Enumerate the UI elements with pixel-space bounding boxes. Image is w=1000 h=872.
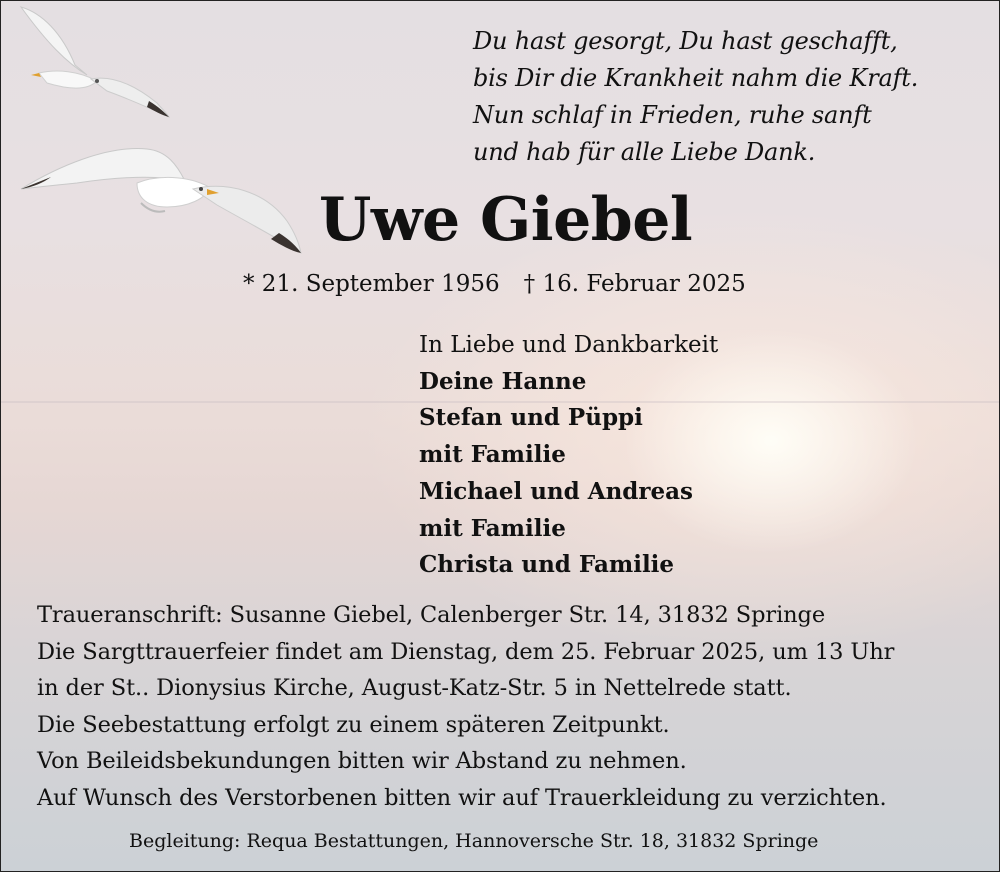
deceased-name: Uwe Giebel xyxy=(319,185,693,255)
ceremony-location: in der St.. Dionysius Kirche, August-Katz-Str. 5 in Nettelrede statt. xyxy=(37,675,792,701)
mourner-entry: mit Familie xyxy=(419,441,566,469)
mourner-entry: mit Familie xyxy=(419,514,566,542)
mourner-entry: Michael und Andreas xyxy=(419,477,693,505)
death-date: † 16. Februar 2025 xyxy=(523,271,746,297)
mourners-intro: In Liebe und Dankbarkeit xyxy=(419,332,719,358)
poem-line: Du hast gesorgt, Du hast geschafft, xyxy=(473,27,898,55)
condolence-note: Von Beileidsbekundungen bitten wir Abstand zu nehmen. xyxy=(37,748,687,774)
dress-note: Auf Wunsch des Verstorbenen bitten wir auf Trauerkleidung zu verzichten. xyxy=(37,784,887,811)
mourner-entry: Stefan und Püppi xyxy=(419,404,643,432)
mourner-entry: Deine Hanne xyxy=(419,367,587,395)
funeral-information xyxy=(37,597,894,816)
mourners-list xyxy=(419,327,718,584)
poem-line: bis Dir die Krankheit nahm die Kraft. xyxy=(473,64,919,92)
mourning-address: Traueranschrift: Susanne Giebel, Calenberger Str. 14, 31832 Springe xyxy=(37,602,826,628)
poem-line: Nun schlaf in Frieden, ruhe sanft xyxy=(473,101,872,129)
mourner-entry: Christa und Familie xyxy=(419,551,675,579)
burial-note: Die Seebestattung erfolgt zu einem späteren Zeitpunkt. xyxy=(37,711,670,738)
life-dates xyxy=(243,271,746,297)
ceremony-line: Die Sargttrauerfeier findet am Dienstag, dem 25. Februar 2025, um 13 Uhr xyxy=(37,638,895,665)
birth-date: * 21. September 1956 xyxy=(243,271,500,297)
memorial-poem xyxy=(473,23,918,171)
seagull-icon xyxy=(17,141,317,261)
funeral-home-credit: Begleitung: Requa Bestattungen, Hannoversche Str. 18, 31832 Springe xyxy=(129,830,819,852)
seagull-icon xyxy=(17,3,177,123)
poem-line: und hab für alle Liebe Dank. xyxy=(473,138,816,166)
